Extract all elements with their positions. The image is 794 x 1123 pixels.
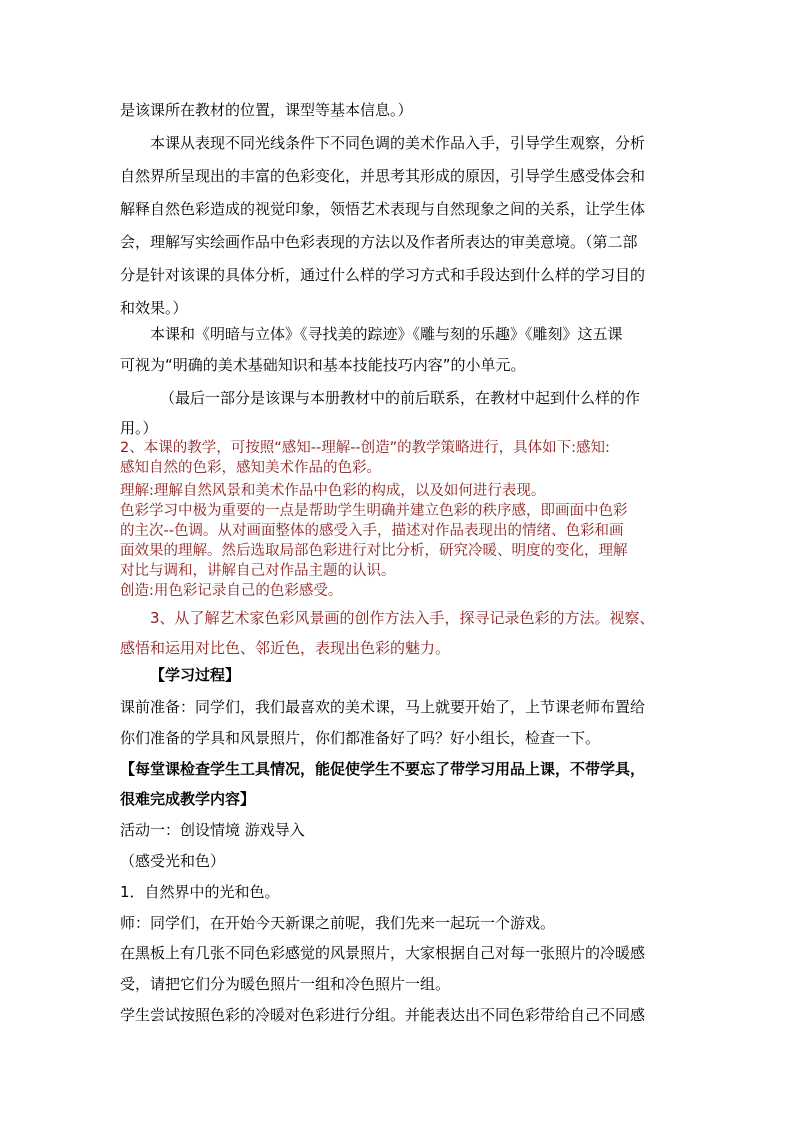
text-line: （最后一部分是该课与本册教材中的前后联系，在教材中起到什么样的作 [160, 389, 641, 407]
text-line: 课前准备：同学们，我们最喜欢的美术课，马上就要开始了，上节课老师布置给 [120, 698, 646, 716]
text-line: 在黑板上有几张不同色彩感觉的风景照片，大家根据自己对每一张照片的冷暖感 [120, 944, 646, 962]
text-line: 1．自然界中的光和色。 [120, 883, 280, 901]
text-line: 学生尝试按照色彩的冷暖对色彩进行分组。并能表达出不同色彩带给自己不同感 [120, 1006, 646, 1024]
text-line: 用。） [120, 419, 158, 437]
text-line-bold: 很难完成教学内容】 [120, 790, 256, 808]
text-line-red: 3、从了解艺术家色彩风景画的创作方法入手，探寻记录色彩的方法。视察、 [150, 609, 655, 627]
text-line: 师：同学们，在开始今天新课之前呢，我们先来一起玩一个游戏。 [120, 914, 556, 932]
text-line-red: 2、本课的教学，可按照“感知--理解--创造”的教学策略进行，具体如下:感知: [120, 440, 610, 456]
text-line-red: 的主次--色调。从对画面整体的感受入手，描述对作品表现出的情绪、色彩和画 [120, 523, 624, 539]
text-line-bold: 【每堂课检查学生工具情况，能促使学生不要忘了带学习用品上课，不带学具， [120, 760, 646, 778]
text-line-red: 感知自然的色彩，感知美术作品的色彩。 [120, 460, 381, 476]
text-line: 分是针对该课的具体分析，通过什么样的学习方式和手段达到什么样的学习目的 [120, 266, 646, 284]
text-line-red: 感悟和运用对比色、邻近色，表现出色彩的魅力。 [120, 639, 451, 657]
text-line: 自然界所呈现出的丰富的色彩变化，并思考其形成的原因，引导学生感受体会和 [120, 167, 646, 185]
text-line: 本课从表现不同光线条件下不同色调的美术作品入手，引导学生观察，分析 [150, 134, 646, 152]
text-line: 解释自然色彩造成的视觉印象，领悟艺术表现与自然现象之间的关系，让学生体 [120, 200, 646, 218]
text-line-red: 色彩学习中极为重要的一点是帮助学生明确并建立色彩的秩序感，即画面中色彩 [120, 503, 628, 519]
text-line: 活动一：创设情境 游戏导入 [120, 821, 305, 839]
text-line: 会，理解写实绘画作品中色彩表现的方法以及作者所表达的审美意境。（第二部 [120, 233, 638, 251]
text-line: （感受光和色） [120, 852, 226, 870]
text-line: 你们准备的学具和风景照片，你们都准备好了吗？好小组长，检查一下。 [120, 729, 601, 747]
text-line: 和效果。） [120, 299, 188, 317]
text-line-red: 理解:理解自然风景和美术作品中色彩的构成，以及如何进行表现。 [120, 483, 546, 499]
text-line-red: 创造:用色彩记录自己的色彩感受。 [120, 583, 343, 599]
text-line-red: 面效果的理解。然后选取局部色彩进行对比分析，研究冷暖、明度的变化，理解 [120, 543, 628, 559]
text-line: 是该课所在教材的位置，课型等基本信息。） [120, 101, 413, 119]
text-line: 受，请把它们分为暖色照片一组和冷色照片一组。 [120, 975, 451, 993]
text-line: 本课和《明暗与立体》《寻找美的踪迹》《雕与刻的乐趣》《雕刻》这五课 [150, 325, 623, 343]
text-line: 可视为“明确的美术基础知识和基本技能技巧内容”的小单元。 [120, 356, 526, 374]
text-line-red: 对比与调和，讲解自己对作品主题的认识。 [120, 563, 396, 579]
section-heading: 【学习过程】 [150, 666, 241, 684]
